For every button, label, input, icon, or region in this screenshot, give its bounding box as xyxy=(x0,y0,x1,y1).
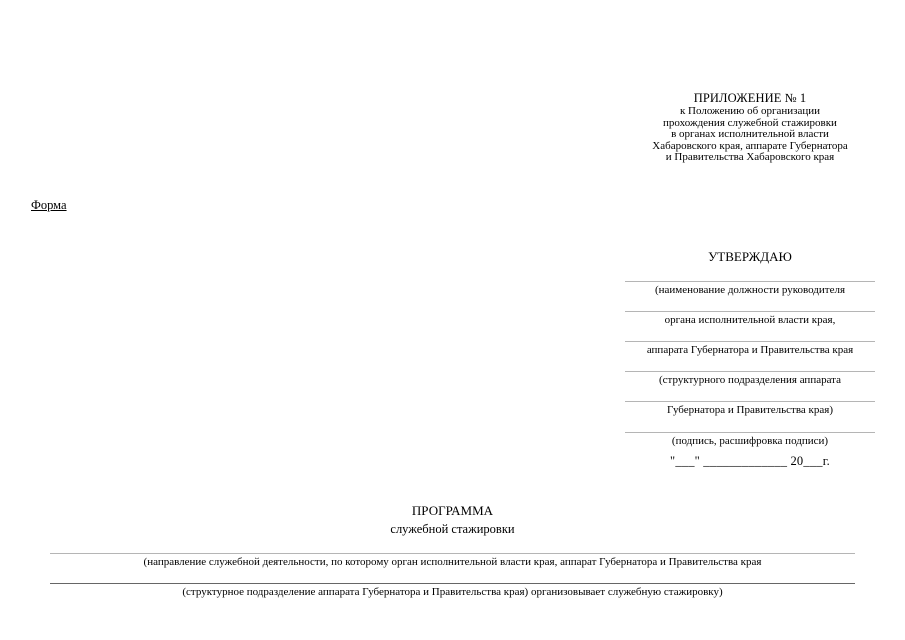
signature-line xyxy=(625,401,875,402)
approval-caption: (наименование должности руководителя xyxy=(654,284,846,296)
form-label: Форма xyxy=(31,198,67,212)
program-title: ПРОГРАММА xyxy=(411,503,494,518)
appendix-line: Хабаровского края, аппарате Губернатора xyxy=(652,139,848,152)
program-caption: (структурное подразделение аппарата Губернатора и Правительства края) организовывает служебную стажировку) xyxy=(182,586,723,598)
approval-caption: (структурного подразделения аппарата xyxy=(658,374,842,386)
appendix-line: к Положению об организации xyxy=(679,105,821,117)
signature-line xyxy=(625,371,875,372)
signature-line xyxy=(625,311,875,312)
approval-heading: УТВЕРЖДАЮ xyxy=(708,249,792,264)
program-subtitle: служебной стажировки xyxy=(390,522,515,536)
approval-caption: Губернатора и Правительства края) xyxy=(667,404,833,416)
appendix-reference xyxy=(600,106,900,164)
signature-line xyxy=(625,432,875,433)
appendix-line: прохождения служебной стажировки xyxy=(663,116,837,129)
program-line xyxy=(50,583,855,584)
appendix-line: в органах исполнительной власти xyxy=(671,128,829,140)
signature-caption: (подпись, расшифровка подписи) xyxy=(671,435,829,447)
appendix-line: и Правительства Хабаровского края xyxy=(665,151,835,163)
program-line xyxy=(50,553,855,554)
signature-line xyxy=(625,281,875,282)
signature-line xyxy=(625,341,875,342)
approval-caption: органа исполнительной власти края, xyxy=(664,314,836,326)
appendix-title: ПРИЛОЖЕНИЕ № 1 xyxy=(693,91,807,105)
approval-caption: аппарата Губернатора и Правительства края xyxy=(646,344,854,356)
program-caption: (направление служебной деятельности, по которому орган исполнительной власти края, аппарат Губернатора и Правительства края xyxy=(143,556,762,568)
approval-date: "___" _____________ 20___г. xyxy=(670,454,830,468)
